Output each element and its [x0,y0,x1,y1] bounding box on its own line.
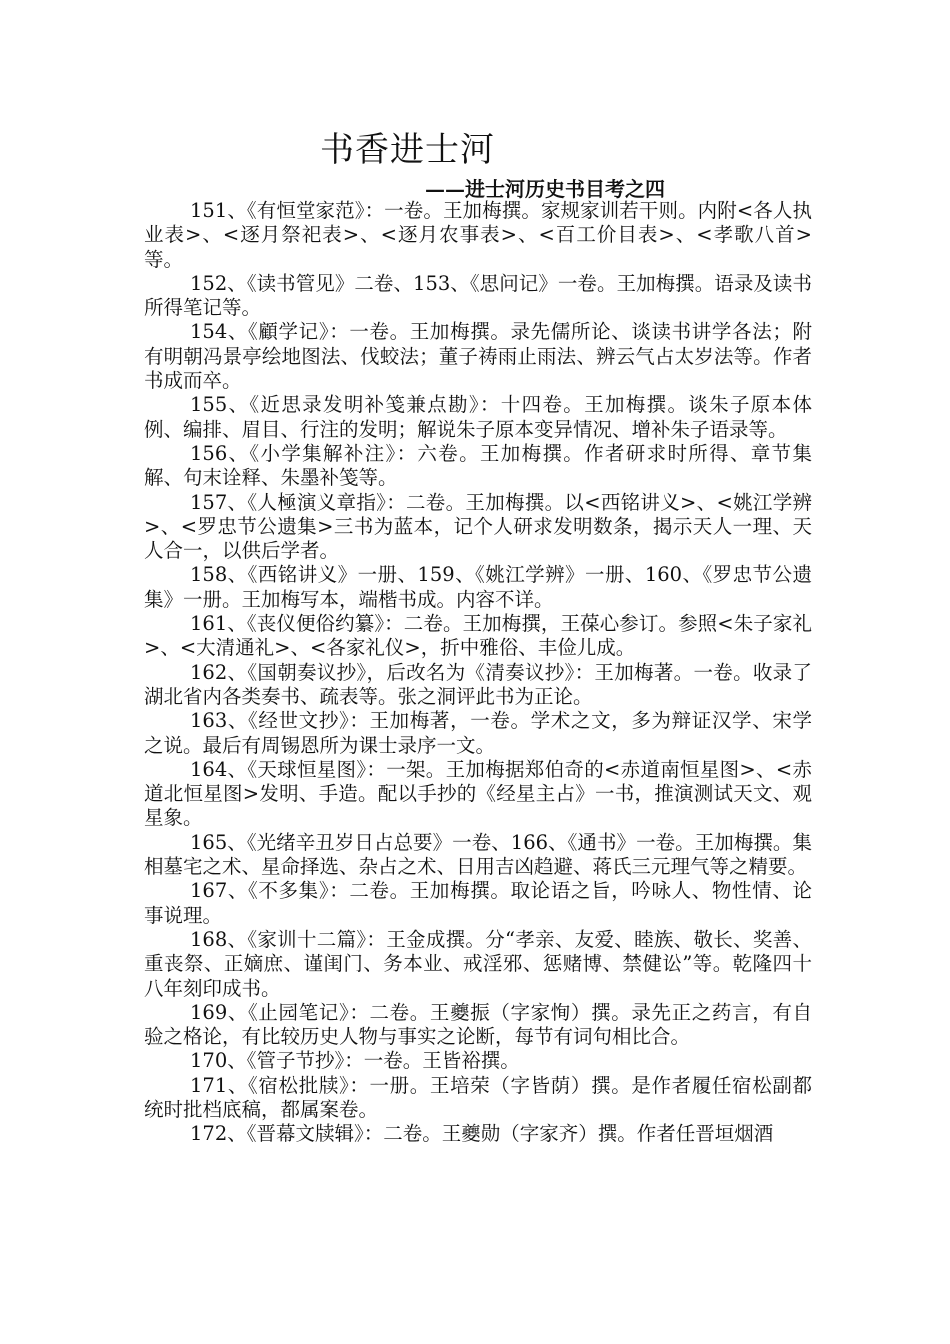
entry-156: 156、《小学集解补注》：六卷。王加梅撰。作者研求时所得、章节集解、句末诠释、朱墨补笺等。 [144,441,812,490]
entry-162: 162、《国朝奏议抄》，后改名为《清奏议抄》：王加梅著。一卷。收录了湖北省内各类奏书、疏表等。张之洞评此书为正论。 [144,660,812,708]
entry-170: 170、《管子节抄》：一卷。王皆裕撰。 [190,1049,520,1073]
entry-172: 172、《晋幕文牍辑》：二卷。王夔勋（字家齐）撰。作者任晋垣烟酒 [190,1122,774,1146]
entry-163: 163、《经世文抄》：王加梅著，一卷。学术之文，多为辩证汉学、宋学之说。最后有周锡恩所为课士录序一文。 [144,709,812,757]
document-body [144,199,812,1147]
entry-171: 171、《宿松批牍》：一册。王培荣（字皆荫）撰。是作者履任宿松副都统时批档底稿，都属案卷。 [144,1073,812,1121]
document-title: 书香进士河 [320,130,495,170]
entry-161: 161、《丧仪便俗约纂》：二卷。王加梅撰，王葆心参订。参照<朱子家礼>、<大清通礼>、<各家礼仪>，折中雅俗、丰俭儿成。 [144,612,812,660]
entry-169: 169、《止园笔记》：二卷。王夔振（字家恂）撰。录先正之药言，有自验之格论，有比较历史人物与事实之论断，每节有词句相比合。 [144,1000,812,1049]
entry-164: 164、《天球恒星图》：一架。王加梅据郑伯奇的<赤道南恒星图>、<赤道北恒星图>发明、手造。配以手抄的《经星主占》一书，推演测试天文、观星象。 [144,757,812,830]
entry-168: 168、《家训十二篇》：王金成撰。分“孝亲、友爱、睦族、敬长、奖善、重丧祭、正嫡庶、谨闺门、务本业、戒淫邪、惩赌博、禁健讼”等。乾隆四十八年刻印成书。 [144,927,812,1000]
entry-167: 167、《不多集》：二卷。王加梅撰。取论语之旨，吟咏人、物性情、论事说理。 [144,879,812,927]
entry-165: 165、《光绪辛丑岁日占总要》一卷、166、《通书》一卷。王加梅撰。集相墓宅之术、星命择选、杂占之术、日用吉凶趋避、蒋氏三元理气等之精要。 [144,830,812,879]
entry-157: 157、《人極演义章指》：二卷。王加梅撰。以<西铭讲义>、<姚江学辨>、<罗忠节公遗集>三书为蓝本，记个人研求发明数条，揭示天人一理、天人合一，以供后学者。 [144,490,812,563]
entry-154: 154、《顧学记》：一卷。王加梅撰。录先儒所论、谈读书讲学各法；附有明朝冯景亭绘地图法、伐蛟法；董子祷雨止雨法、辨云气占太岁法等。作者书成而卒。 [144,320,812,393]
entry-152: 152、《读书管见》二卷、153、《思问记》一卷。王加梅撰。语录及读书所得笔记等。 [144,271,812,320]
entry-155: 155、《近思录发明补笺兼点勘》：十四卷。王加梅撰。谈朱子原本体例、编排、眉目、行注的发明；解说朱子原本变异情况、增补朱子语录等。 [144,393,812,441]
entry-158: 158、《西铭讲义》一册、159、《姚江学辨》一册、160、《罗忠节公遗集》一册。王加梅写本，端楷书成。内容不详。 [144,563,812,611]
document-subtitle: ——进士河历史书目考之四 [425,177,665,201]
entry-151: 151、《有恒堂家范》：一卷。王加梅撰。家规家训若干则。内附<各人执业表>、<逐月祭祀表>、<逐月农事表>、<百工价目表>、<孝歌八首>等。 [144,199,812,271]
